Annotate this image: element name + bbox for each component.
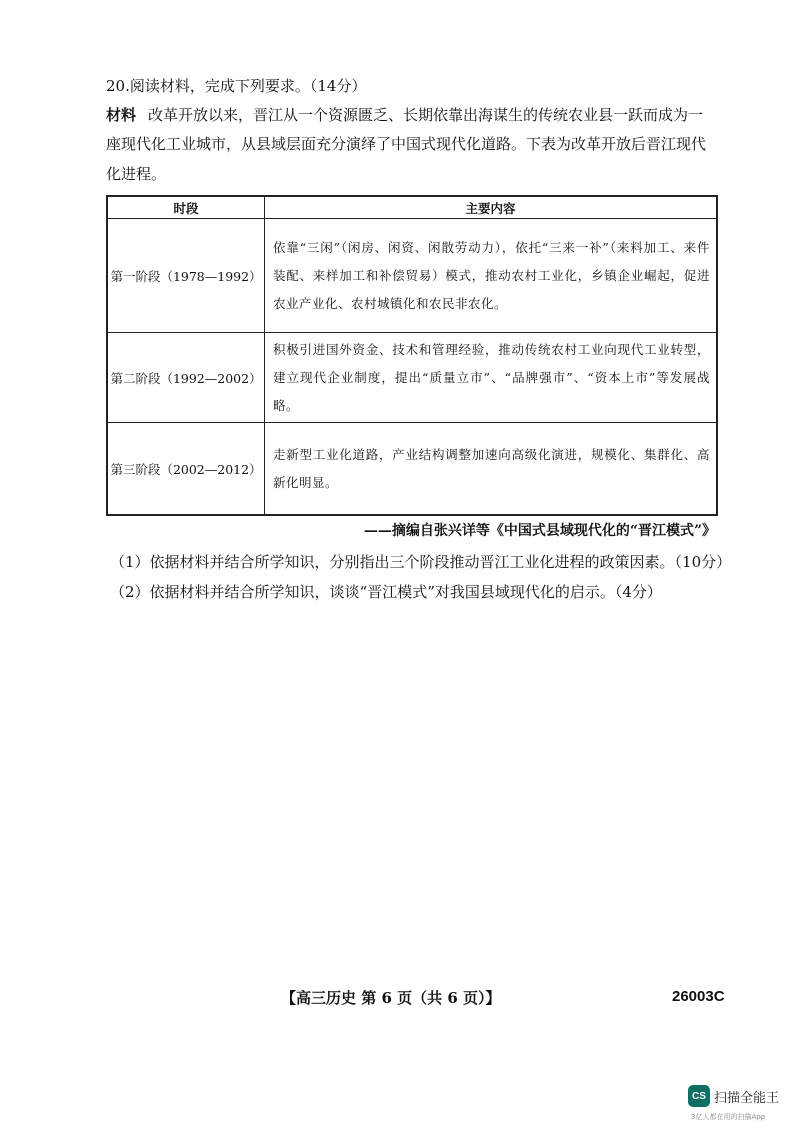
- camscanner-tagline: 3亿人都在用的扫描App: [691, 1113, 766, 1121]
- content-cell: [265, 333, 718, 423]
- question-title: 20.阅读材料，完成下列要求。（14分）: [106, 77, 367, 95]
- table-header-row: [107, 196, 717, 219]
- source-citation: ——摘编自张兴详等《中国式县域现代化的“晋江模式”》: [363, 523, 716, 539]
- camscanner-name: 扫描全能王: [714, 1091, 780, 1106]
- table-row: [107, 219, 717, 333]
- table-row: [107, 333, 717, 423]
- header-stage: 时段: [107, 196, 265, 219]
- content-text: 积极引进国外资金、技术和管理经验，推动传统农村工业向现代工业转型，建立现代企业制度，提出“质量立市”、“品牌强市”、“资本上市”等发展战略。: [273, 341, 710, 413]
- stage-cell: 第一阶段（1978—1992）: [107, 219, 265, 333]
- paper-code: 26003C: [672, 988, 725, 1005]
- content-cell: [265, 219, 718, 333]
- camscanner-logo-icon: CS: [688, 1085, 710, 1107]
- stage-cell: 第二阶段（1992—2002）: [107, 333, 265, 423]
- material-line-3: 化进程。: [106, 165, 167, 183]
- material-text-1: 改革开放以来，晋江从一个资源匮乏、长期依靠出海谋生的传统农业县一跃而成为一: [148, 106, 704, 124]
- content-cell: [265, 423, 718, 516]
- material-line-2: 座现代化工业城市，从县域层面充分演绎了中国式现代化道路。下表为改革开放后晋江现代: [106, 135, 707, 153]
- header-content: 主要内容: [265, 196, 718, 219]
- table-row: [107, 423, 717, 516]
- content-text: 依靠“三闲”（闲房、闲资、闲散劳动力），依托“三来一补”（来料加工、来件装配、来样加工和补偿贸易）模式，推动农村工业化，乡镇企业崛起，促进农业产业化、农村城镇化和农民非农化。: [273, 239, 710, 311]
- page-footer: 【高三历史 第 6 页（共 6 页）】: [281, 989, 501, 1007]
- stage-cell: 第三阶段（2002—2012）: [107, 423, 265, 516]
- material-label: 材料: [106, 106, 137, 124]
- content-text: 走新型工业化道路，产业结构调整加速向高级化演进，规模化、集群化、高新化明显。: [273, 446, 710, 490]
- sub-question-1: （1）依据材料并结合所学知识，分别指出三个阶段推动晋江工业化进程的政策因素。（10分）: [110, 553, 732, 571]
- timeline-table: [106, 195, 718, 516]
- material-line-1: [106, 105, 703, 125]
- sub-question-2: （2）依据材料并结合所学知识，谈谈“晋江模式”对我国县域现代化的启示。（4分）: [110, 583, 662, 601]
